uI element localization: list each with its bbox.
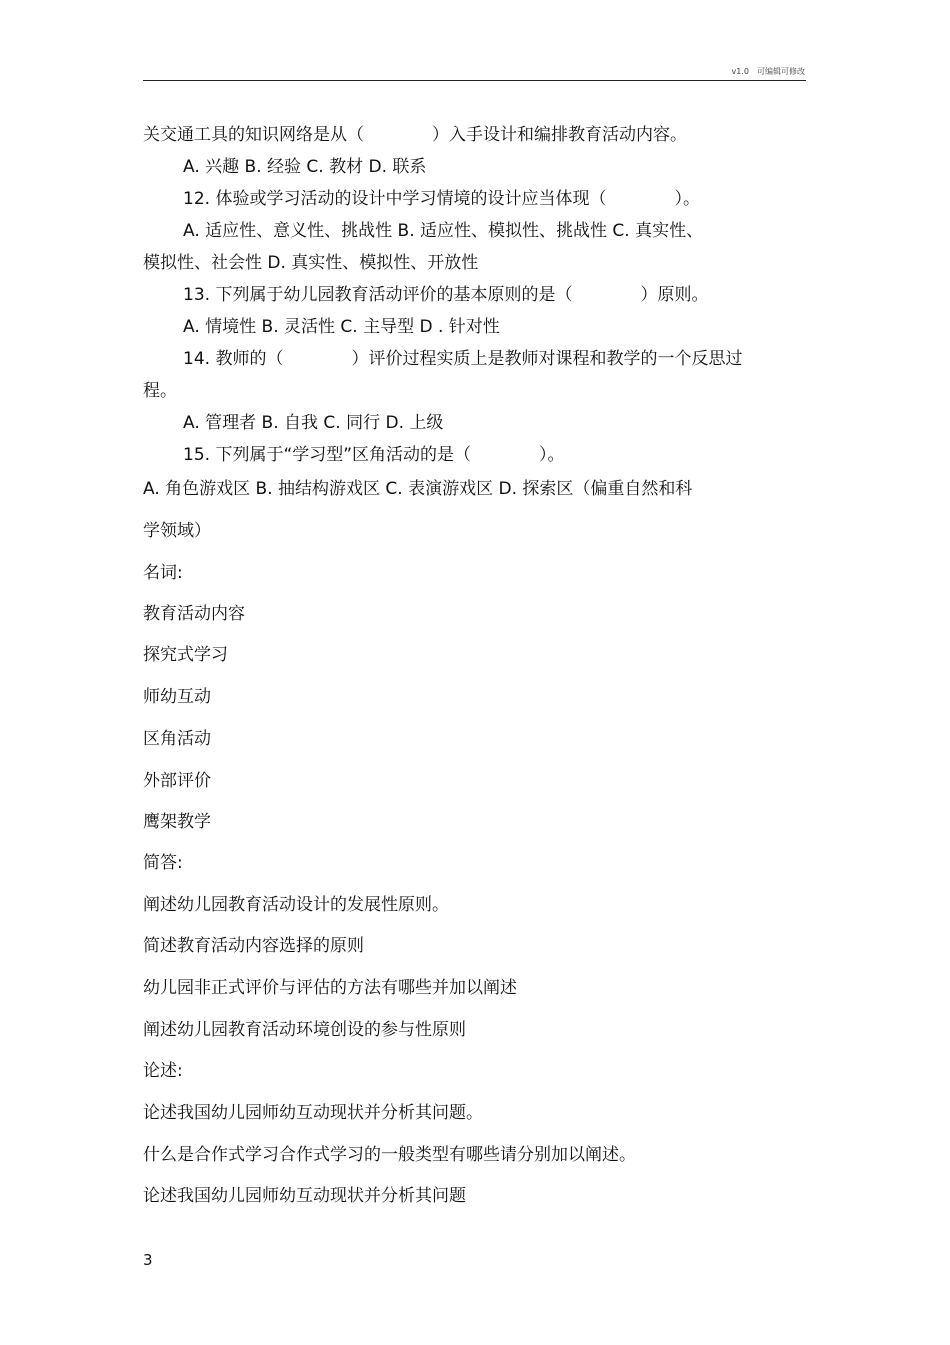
text-line: 13. 下列属于幼儿园教育活动评价的基本原则的是（ ）原则。 [183,285,709,305]
text-line: 名词: [143,563,183,583]
text-line: A. 管理者 B. 自我 C. 同行 D. 上级 [183,413,444,433]
text-line: 阐述幼儿园教育活动环境创设的参与性原则 [143,1020,466,1040]
page-number: 3 [143,1251,153,1269]
text-line: A. 兴趣 B. 经验 C. 教材 D. 联系 [183,157,427,177]
text-line: 论述: [143,1061,183,1081]
text-line: 阐述幼儿园教育活动设计的发展性原则。 [143,895,449,915]
text-line: 什么是合作式学习合作式学习的一般类型有哪些请分别加以阐述。 [143,1145,636,1165]
text-line: 教育活动内容 [143,604,245,624]
text-line: 区角活动 [143,729,211,749]
text-line: 外部评价 [143,771,211,791]
text-line: 15. 下列属于“学习型”区角活动的是（ ）。 [183,445,565,465]
text-line: 12. 体验或学习活动的设计中学习情境的设计应当体现（ ）。 [183,189,700,209]
text-line: 师幼互动 [143,687,211,707]
text-line: 论述我国幼儿园师幼互动现状并分析其问题。 [143,1103,483,1123]
text-line: 幼儿园非正式评价与评估的方法有哪些并加以阐述 [143,978,517,998]
text-line: 论述我国幼儿园师幼互动现状并分析其问题 [143,1186,466,1206]
text-line: 学领域） [143,521,211,541]
text-line: 14. 教师的（ ）评价过程实质上是教师对课程和教学的一个反思过 [183,349,743,369]
text-line: A. 适应性、意义性、挑战性 B. 适应性、模拟性、挑战性 C. 真实性、 [183,221,704,241]
text-line: A. 角色游戏区 B. 抽结构游戏区 C. 表演游戏区 D. 探索区（偏重自然和科 [143,479,693,499]
header-note: v1.0 可编辑可修改 [731,67,805,76]
text-line: 关交通工具的知识网络是从（ ）入手设计和编排教育活动内容。 [143,125,687,145]
text-line: 鹰架教学 [143,812,211,832]
text-line: 探究式学习 [143,645,228,665]
text-line: A. 情境性 B. 灵活性 C. 主导型 D . 针对性 [183,317,500,337]
text-line: 简答: [143,853,183,873]
text-line: 模拟性、社会性 D. 真实性、模拟性、开放性 [143,253,479,273]
text-line: 简述教育活动内容选择的原则 [143,936,364,956]
header-rule [143,80,806,81]
text-line: 程。 [143,381,177,401]
